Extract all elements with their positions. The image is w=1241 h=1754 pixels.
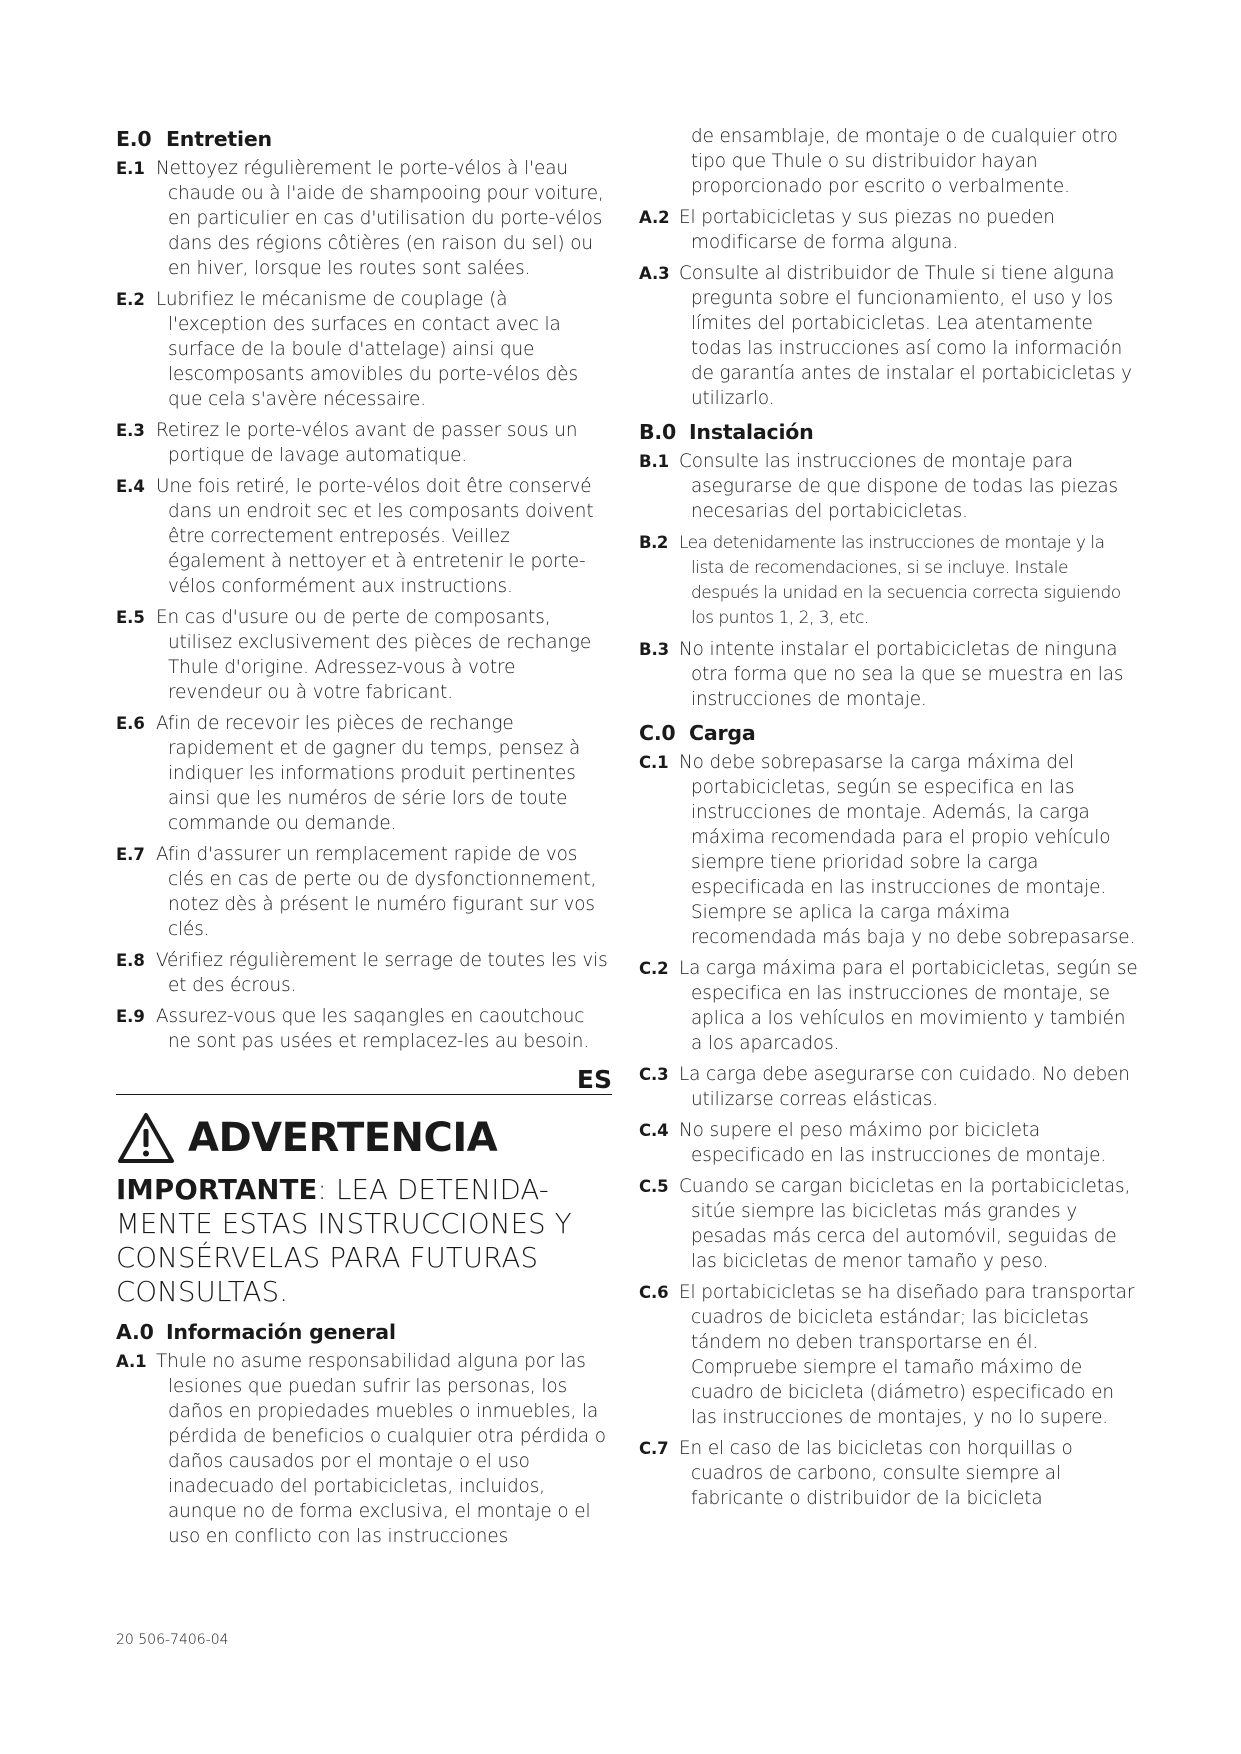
item-text: Cuando se cargan bicicletas en la portabicicletas, sitúe siempre las bicicletas más grandes y pesadas más cerca del automóvil, seguidas de las bicicletas de menor tamaño y peso. [679, 1176, 1131, 1272]
section-c-title: Carga [689, 721, 756, 745]
item-label: A.1 [116, 1352, 147, 1371]
item-label: C.1 [639, 753, 669, 772]
list-item [116, 287, 612, 412]
list-item [639, 449, 1139, 524]
section-e-number: E.0 [116, 127, 152, 151]
language-divider [116, 1060, 612, 1095]
language-code: ES [576, 1065, 612, 1094]
list-item [639, 956, 1139, 1056]
list-item [639, 1174, 1139, 1274]
item-label: E.4 [116, 477, 145, 496]
item-text: No intente instalar el portabicicletas de ninguna otra forma que no sea la que se muestra en las instrucciones de montaje. [679, 639, 1124, 710]
list-item [639, 205, 1139, 255]
item-label: C.2 [639, 959, 669, 978]
item-text: En el caso de las bicicletas con horquillas o cuadros de carbono, consulte siempre al fabricante o distribuidor de la bicicleta [679, 1438, 1073, 1509]
item-label: B.3 [639, 640, 670, 659]
item-label: C.5 [639, 1177, 669, 1196]
important-label: IMPORTANTE [116, 1174, 318, 1206]
section-b-number: B.0 [639, 420, 677, 444]
item-label: E.3 [116, 421, 145, 440]
section-a-heading [116, 1317, 612, 1347]
item-label: E.8 [116, 951, 145, 970]
list-item [639, 1118, 1139, 1168]
warning-triangle-icon [116, 1111, 176, 1165]
item-text: Une fois retiré, le porte-vélos doit être conservé dans un endroit sec et les composants doivent être correctement entreposés. Veillez également à nettoyer et à entretenir le porte-vélos conformément aux instructions. [156, 476, 594, 597]
important-text: : LEA DETENIDA-MENTE ESTAS INSTRUCCIONES Y CONSÉRVELAS PARA FUTURAS CONSULTAS. [116, 1174, 572, 1308]
list-item [116, 605, 612, 705]
item-label: E.9 [116, 1007, 145, 1026]
item-text: La carga debe asegurarse con cuidado. No deben utilizarse correas elásticas. [679, 1064, 1130, 1110]
item-label: A.2 [639, 208, 670, 227]
right-column [639, 124, 1139, 1517]
item-text: Lubrifiez le mécanisme de couplage (à l'exception des surfaces en contact avec la surface de la boule d'attelage) ainsi que lescomposants amovibles du porte-vélos dès que cela s'avère nécessaire. [156, 289, 578, 410]
item-label: C.3 [639, 1065, 669, 1084]
item-text: Lea detenidamente las instrucciones de montaje y la lista de recomendaciones, si se incluye. Instale después la unidad en la secuencia correcta siguiendo los puntos 1, 2, 3, etc. [679, 533, 1121, 628]
item-text: No supere el peso máximo por bicicleta especificado en las instrucciones de montaje. [679, 1120, 1107, 1166]
list-item [639, 637, 1139, 712]
item-label: E.6 [116, 714, 145, 733]
list-item [639, 1062, 1139, 1112]
item-label: E.1 [116, 159, 145, 178]
list-item [639, 1280, 1139, 1430]
item-text: Consulte al distribuidor de Thule si tiene alguna pregunta sobre el funcionamiento, el uso y los límites del portabicicletas. Lea atentamente todas las instrucciones así como la información de garantía antes de instalar el portabicicletas y utilizarlo. [679, 263, 1132, 409]
list-item [116, 418, 612, 468]
left-column [116, 124, 612, 1555]
section-b-title: Instalación [689, 420, 814, 444]
section-c-number: C.0 [639, 721, 676, 745]
item-text: Afin d'assurer un remplacement rapide de vos clés en cas de perte ou de dysfonctionnement, notez dès à présent le numéro figurant sur vos clés. [156, 844, 597, 940]
item-text: Thule no asume responsabilidad alguna por las lesiones que puedan sufrir las personas, los daños en propiedades muebles o inmuebles, la pérdida de beneficios o cualquier otra pérdida o daños causados por el montaje o el uso inadecuado del portabicicletas, incluidos, aunque no de forma exclusiva, el montaje o el uso en conflicto con las instrucciones [156, 1351, 606, 1547]
item-text: Assurez-vous que les saqangles en caoutchouc ne sont pas usées et remplacez-les au besoin. [156, 1006, 590, 1052]
item-text: Nettoyez régulièrement le porte-vélos à l'eau chaude ou à l'aide de shampooing pour voiture, en particulier en cas d'utilisation du porte-vélos dans des régions côtières (en raison du sel) ou en hiver, lorsque les routes sont salées. [156, 158, 604, 279]
page-footer-code: 20 506-7406-04 [116, 1632, 229, 1648]
list-item [116, 948, 612, 998]
list-item [116, 1349, 612, 1549]
list-item [116, 842, 612, 942]
section-a-number: A.0 [116, 1320, 154, 1344]
a1-continuation: de ensamblaje, de montaje o de cualquier otro tipo que Thule o su distribuidor hayan proporcionado por escrito o verbalmente. [691, 126, 1118, 197]
warning-banner [116, 1107, 612, 1169]
item-label: E.7 [116, 845, 145, 864]
item-text: El portabicicletas se ha diseñado para transportar cuadros de bicicleta estándar; las bicicletas tándem no deben transportarse en él. Compruebe siempre el tamaño máximo de cuadro de bicicleta (diámetro) especificado en las instrucciones de montajes, y no lo supere. [679, 1282, 1135, 1428]
item-text: Consulte las instrucciones de montaje para asegurarse de que dispone de todas las piezas necesarias del portabicicletas. [679, 451, 1118, 522]
item-text: Afin de recevoir les pièces de rechange rapidement et de gagner du temps, pensez à indiquer les informations produit pertinentes ainsi que les numéros de série lors de toute commande ou demande. [156, 713, 581, 834]
item-label: E.2 [116, 290, 145, 309]
item-text: En cas d'usure ou de perte de composants, utilisez exclusivement des pièces de rechange Thule d'origine. Adressez-vous à votre revendeur ou à votre fabricant. [156, 607, 592, 703]
section-a-title: Información general [166, 1320, 396, 1344]
list-item [639, 750, 1139, 950]
item-text: Vérifiez régulièrement le serrage de toutes les vis et des écrous. [156, 950, 608, 996]
item-label: C.6 [639, 1283, 669, 1302]
item-text: No debe sobrepasarse la carga máxima del portabicicletas, según se especifica en las instrucciones de montaje. Además, la carga máxima recomendada para el propio vehículo siempre tiene prioridad sobre la carga especificada en las instrucciones de montaje. Siempre se aplica la carga máxima recomendada más baja y no debe sobrepasarse. [679, 752, 1136, 948]
item-text: Retirez le porte-vélos avant de passer sous un portique de lavage automatique. [156, 420, 578, 466]
item-label: A.3 [639, 264, 670, 283]
warning-title: ADVERTENCIA [188, 1115, 498, 1161]
item-label: C.4 [639, 1121, 669, 1140]
section-b-heading [639, 417, 1139, 447]
list-item [116, 156, 612, 281]
item-label: B.1 [639, 452, 670, 471]
list-item [639, 530, 1139, 631]
list-item [116, 474, 612, 599]
item-text: La carga máxima para el portabicicletas, según se especifica en las instrucciones de montaje, se aplica a los vehículos en movimiento y también a los aparcados. [679, 958, 1138, 1054]
section-c-heading [639, 718, 1139, 748]
item-label: B.2 [639, 533, 668, 552]
item-text: El portabicicletas y sus piezas no pueden modificarse de forma alguna. [679, 207, 1055, 253]
important-notice [116, 1173, 612, 1309]
list-item [639, 1436, 1139, 1511]
item-label: E.5 [116, 608, 145, 627]
section-e-heading [116, 124, 612, 154]
section-e-title: Entretien [166, 127, 272, 151]
list-item [639, 261, 1139, 411]
list-item [116, 1004, 612, 1054]
list-item [116, 711, 612, 836]
item-label: C.7 [639, 1439, 669, 1458]
